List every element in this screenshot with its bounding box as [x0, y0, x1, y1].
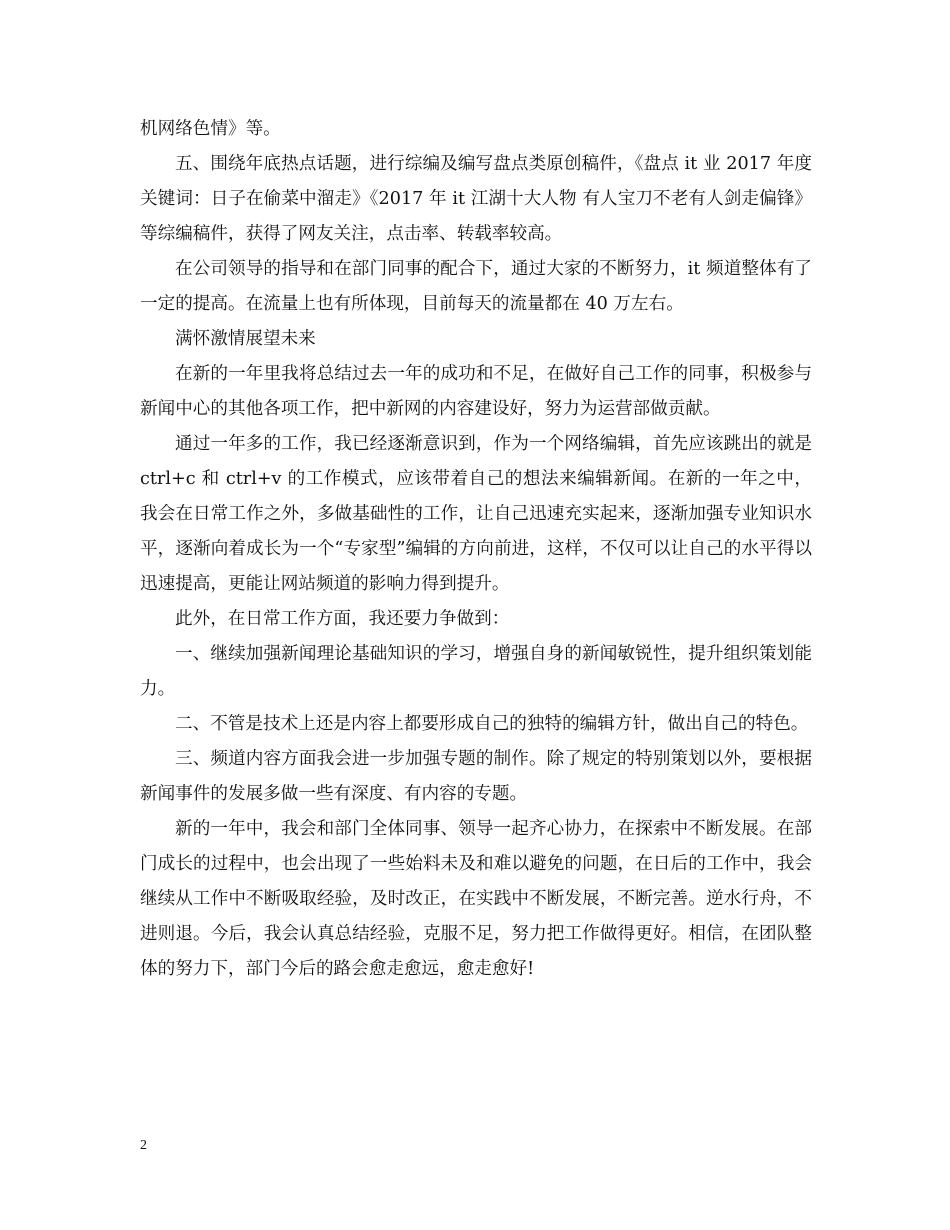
list-item-goal-1: 一、继续加强新闻理论基础知识的学习，增强自身的新闻敏锐性，提升组织策划能力。 [140, 644, 812, 699]
paragraph-conclusion: 新的一年中，我会和部门全体同事、领导一起齐心协力，在探索中不断发展。在部门成长的过程中，也会出现了一些始料未及和难以避免的问题，在日后的工作中，我会继续从工作中不断吸取经验，及时改正，在实践中不断发展，不断完善。逆水行舟，不进则退。今后，我会认真总结经验，克服不足，努力把工作做得更好。相信，在团队整体的努力下，部门今后的路会愈走愈远，愈走愈好! [140, 819, 812, 979]
paragraph-continued: 机网络色情》等。 [140, 119, 281, 139]
page-number: 2 [140, 1138, 147, 1153]
document-page [140, 112, 812, 987]
section-heading-outlook: 满怀激情展望未来 [175, 329, 316, 349]
list-item-goal-3: 三、频道内容方面我会进一步加强专题的制作。除了规定的特别策划以外，要根据新闻事件的发展多做一些有深度、有内容的专题。 [140, 749, 812, 804]
paragraph-year-end-articles: 五、围绕年底热点话题，进行综编及编写盘点类原创稿件，《盘点 it 业 2017 年度关键词：日子在偷菜中溜走》《2017 年 it 江湖十大人物 有人宝刀不老有人剑走偏锋》等综编稿件，获得了网友关注，点击率、转载率较高。 [140, 154, 812, 244]
paragraph-new-year-plan: 在新的一年里我将总结过去一年的成功和不足，在做好自己工作的同事，积极参与新闻中心的其他各项工作，把中新网的内容建设好，努力为运营部做贡献。 [140, 364, 812, 419]
list-item-goal-2: 二、不管是技术上还是内容上都要形成自己的独特的编辑方针，做出自己的特色。 [175, 714, 809, 734]
paragraph-channel-improvement: 在公司领导的指导和在部门同事的配合下，通过大家的不断努力，it 频道整体有了一定的提高。在流量上也有所体现，目前每天的流量都在 40 万左右。 [140, 259, 812, 314]
paragraph-daily-goals-intro: 此外，在日常工作方面，我还要力争做到： [175, 609, 510, 629]
paragraph-editor-reflection: 通过一年多的工作，我已经逐渐意识到，作为一个网络编辑，首先应该跳出的就是 ctrl+c 和 ctrl+v 的工作模式，应该带着自己的想法来编辑新闻。在新的一年之中，我会在日常工作之外，多做基础性的工作，让自己迅速充实起来，逐渐加强专业知识水平，逐渐向着成长为一个“专家型”编辑的方向前进，这样，不仅可以让自己的水平得以迅速提高，更能让网站频道的影响力得到提升。 [140, 434, 812, 594]
